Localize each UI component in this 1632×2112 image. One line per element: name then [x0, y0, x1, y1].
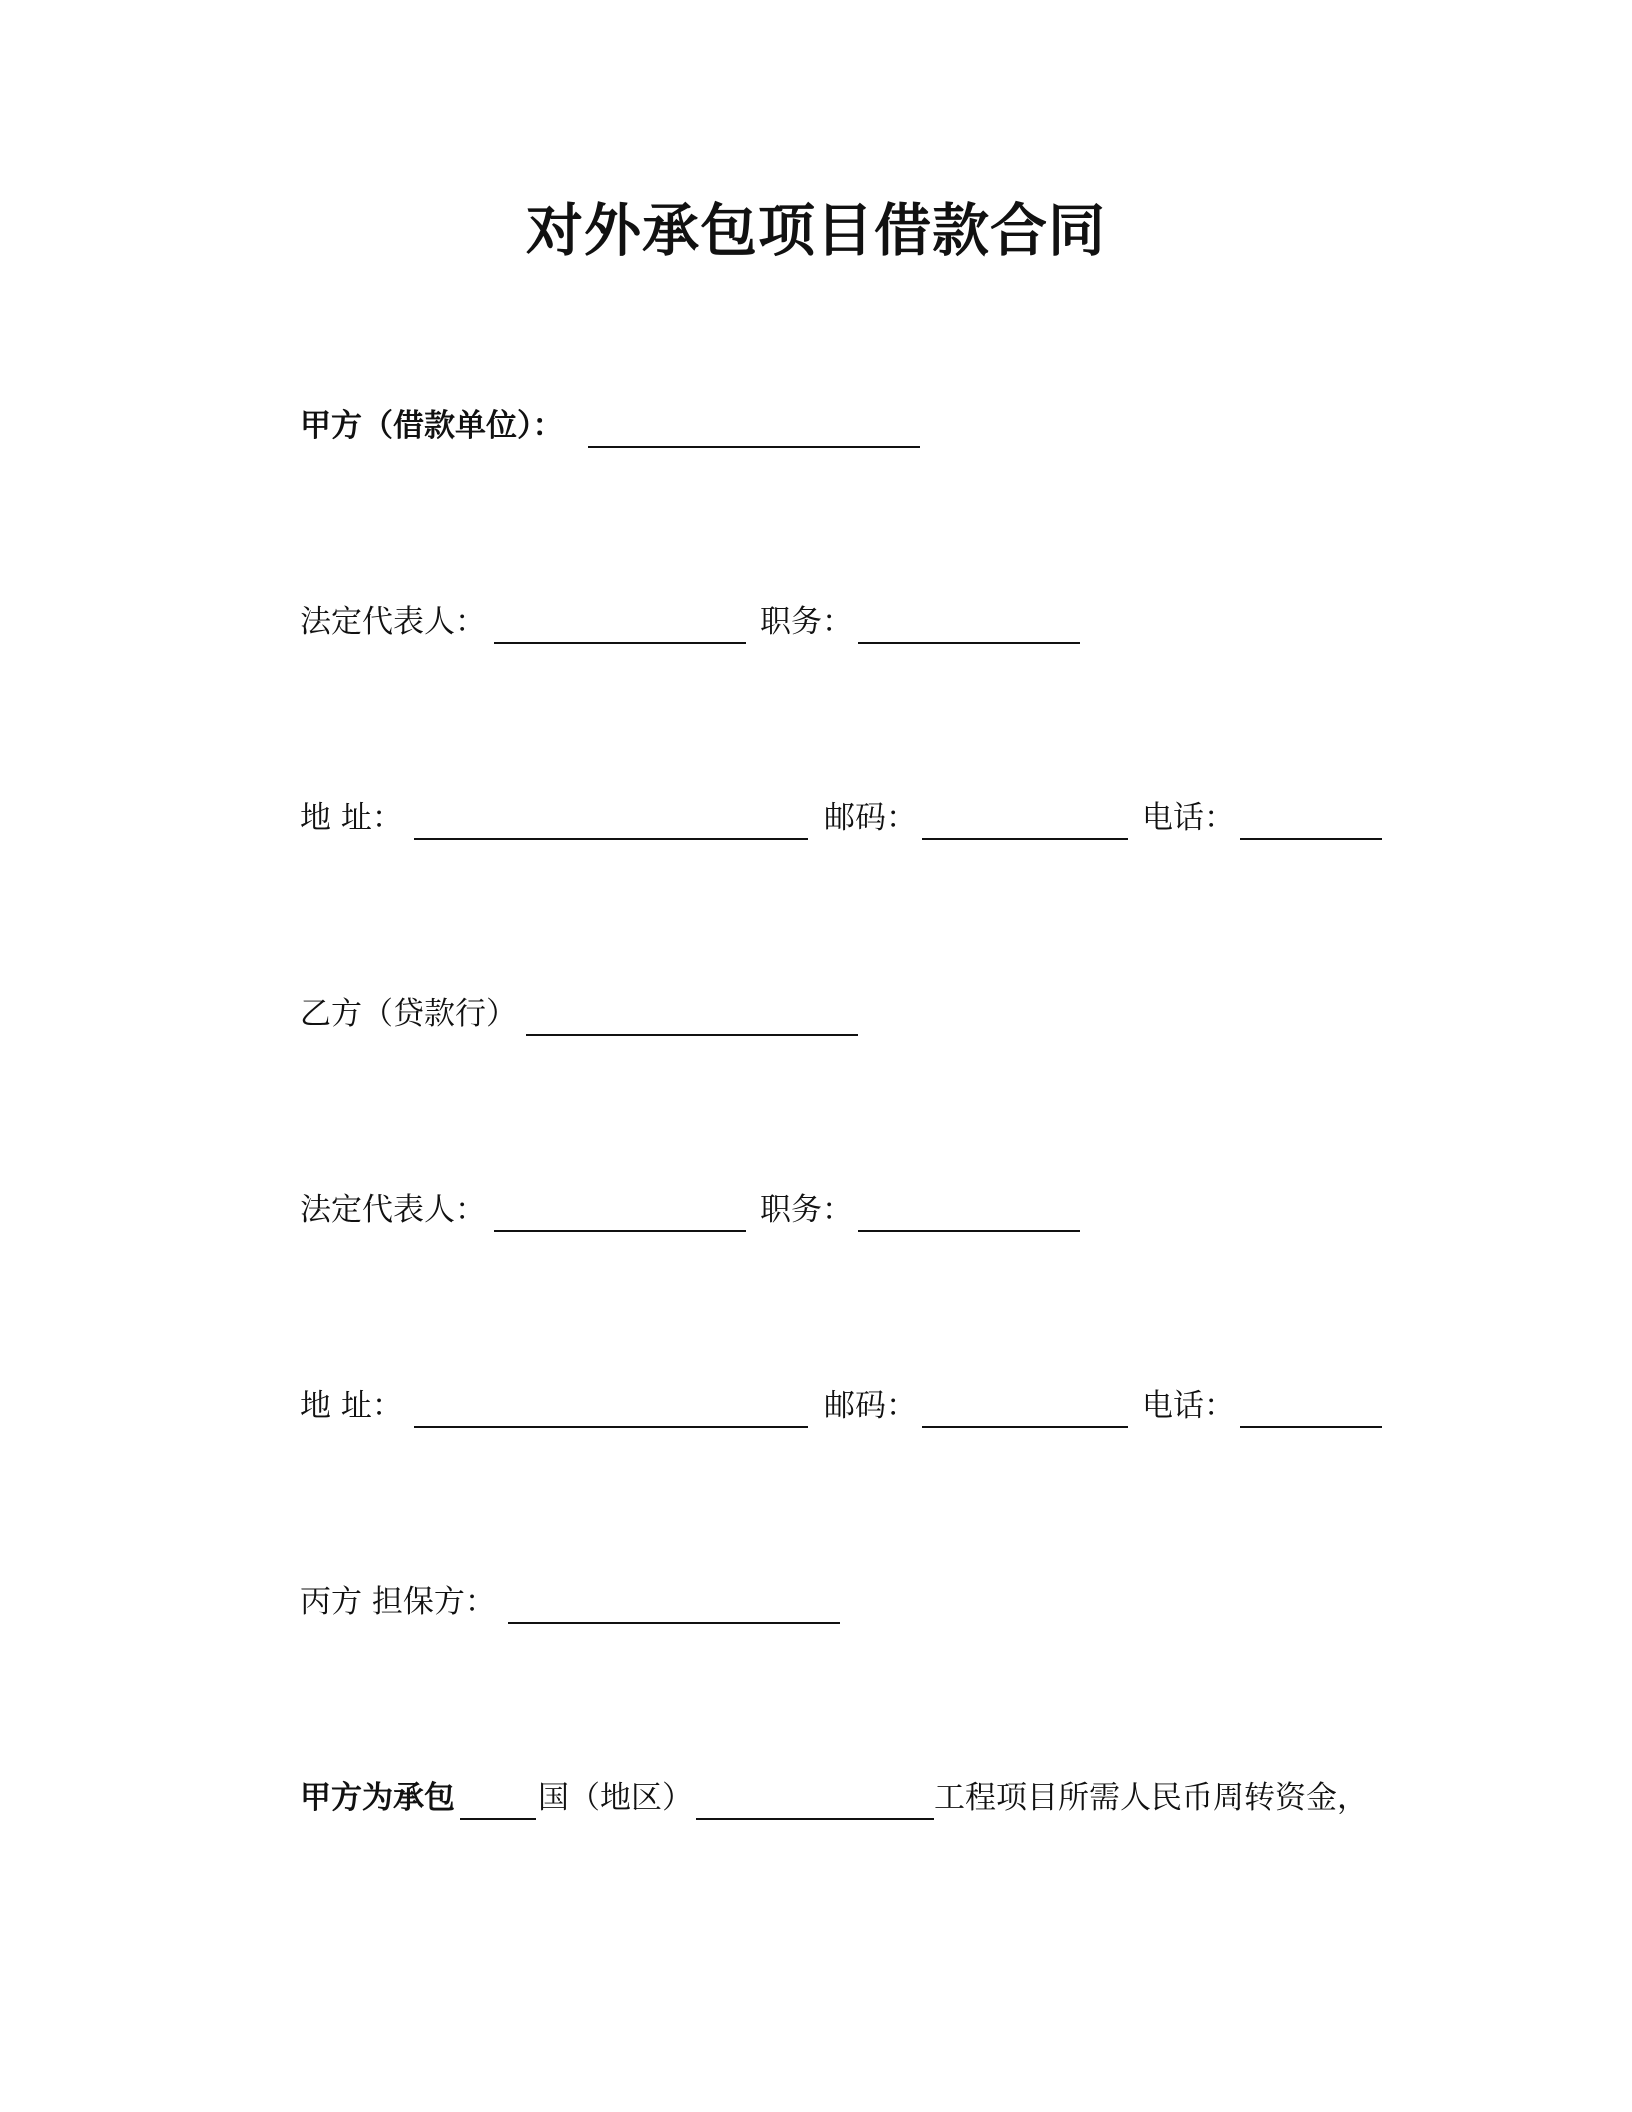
party-b-label: 乙方（贷款行） [300, 996, 517, 1032]
party-c-name-blank[interactable] [508, 1622, 840, 1624]
party-b-name-blank[interactable] [526, 1034, 858, 1036]
party-b-phone-blank[interactable] [1240, 1426, 1382, 1428]
party-b-position-label: 职务： [760, 1192, 853, 1228]
clause-part-3: 工程项目所需人民币周转资金， [934, 1780, 1368, 1816]
party-b-rep-label: 法定代表人： [300, 1192, 486, 1228]
party-a-postcode-blank[interactable] [922, 838, 1128, 840]
document-title: 对外承包项目借款合同 [526, 198, 1106, 264]
party-a-name-blank[interactable] [588, 446, 920, 448]
party-a-phone-blank[interactable] [1240, 838, 1382, 840]
party-a-rep-label: 法定代表人： [300, 604, 486, 640]
party-a-label: 甲方（借款单位）： [300, 408, 564, 444]
clause-part-2: 国（地区） [538, 1780, 693, 1816]
party-b-position-blank[interactable] [858, 1230, 1080, 1232]
party-b-rep-blank[interactable] [494, 1230, 746, 1232]
party-b-postcode-blank[interactable] [922, 1426, 1128, 1428]
party-c-label: 丙方 担保方： [300, 1584, 496, 1620]
party-a-phone-label: 电话： [1142, 800, 1235, 836]
clause-country-blank[interactable] [460, 1818, 536, 1820]
party-a-address-label: 地 址： [300, 800, 403, 836]
party-b-phone-label: 电话： [1142, 1388, 1235, 1424]
party-a-rep-blank[interactable] [494, 642, 746, 644]
party-b-postcode-label: 邮码： [824, 1388, 917, 1424]
party-b-address-blank[interactable] [414, 1426, 808, 1428]
party-a-address-blank[interactable] [414, 838, 808, 840]
clause-part-1: 甲方为承包 [300, 1780, 455, 1816]
party-b-address-label: 地 址： [300, 1388, 403, 1424]
party-a-postcode-label: 邮码： [824, 800, 917, 836]
party-a-position-blank[interactable] [858, 642, 1080, 644]
party-a-position-label: 职务： [760, 604, 853, 640]
clause-project-blank[interactable] [696, 1818, 934, 1820]
